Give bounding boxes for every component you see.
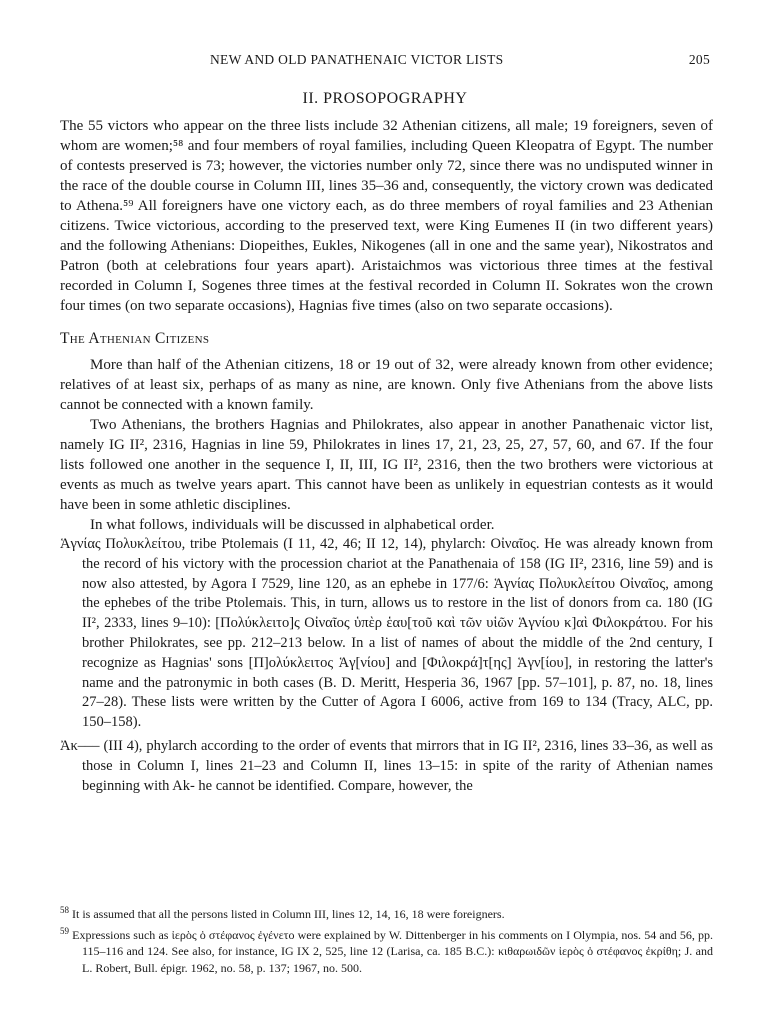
body-paragraph: Two Athenians, the brothers Hagnias and Philokrates, also appear in another Panathenaic victor list, namely IG II², 2316, Hagnias in line 59, Philokrates in lines 17, 21, 23, 25, 27, 57, 60, and 67. If the four lists followed one another in the sequence I, II, III, IG II², 2316, then the two brothers were victorious at events as much as twelve years apart. This cannot have been as unlikely in equestrian contests as it would have been in some athletic disciplines. bbox=[60, 417, 713, 513]
body-paragraph: More than half of the Athenian citizens, 18 or 19 out of 32, were already known from other evidence; relatives of at least six, perhaps of as many as nine, are known. Only five Athenians from the above lists cannot be connected with a known family. bbox=[60, 357, 713, 413]
subsection-title: The Athenian Citizens bbox=[60, 330, 210, 347]
intro-paragraph: The 55 victors who appear on the three lists include 32 Athenian citizens, all male; 19 foreigners, seven of whom are women;⁵⁸ and four members of royal families, including Queen Kleopatra of Egypt. The number of contests preserved is 73; however, the victories number only 72, since there was no undisputed winner in the race of the double course in Column III, lines 35–36 and, consequently, the victory crown was dedicated to Athena.⁵⁹ All foreigners have one victory each, as do three members of royal families and 23 Athenian citizens. Twice victorious, according to the preserved text, were King Eumenes II (in two different years) and the following Athenians: Diopeithes, Eukles, Nikogenes (all in one and the same year), Nikostratos and Patron (both at celebrations four years apart). Aristaichmos was victorious three times at the festival recorded in Column I, Sogenes three times at the festival recorded in Column II. Sokrates won the crown four times (on two separate occasions), Hagnias five times (also on two separate occasions). bbox=[60, 118, 713, 314]
footnote-number: 58 bbox=[60, 905, 69, 915]
footnote-text: It is assumed that all the persons listed in Column III, lines 12, 14, 16, 18 were foreigners. bbox=[72, 907, 505, 921]
main-text bbox=[60, 116, 713, 796]
running-header bbox=[60, 52, 710, 70]
running-title: NEW AND OLD PANATHENAIC VICTOR LISTS bbox=[210, 52, 504, 67]
body-paragraph: In what follows, individuals will be discussed in alphabetical order. bbox=[90, 517, 495, 533]
prosopography-entry-hagnias: Ἁγνίας Πολυκλείτου, tribe Ptolemais (I 11, 42, 46; II 12, 14), phylarch: Οἰναῖος. He was already known from the record of his victory with the procession chariot at the Panathenaia of 158 (IG II², 2316, line 59) and is now also attested, by Agora I 7529, line 120, as an ephebe in 177/6: Ἁγνίας Πολυκλείτου Οἰναῖος, among the ephebes of the tribe Ptolemais. This, in turn, allows us to restore in the list of donors from ca. 180 (IG II², 2333, lines 9–10): [Πολύκλειτο]ς Οἰναῖος ὑπὲρ ἑαυ[τοῦ καὶ τῶν υἱῶν Ἁγνίου κ]αὶ Φιλοκράτου. For his brother Philokrates, see pp. 212–213 below. In a list of names of about the middle of the 2nd century, I recognize as Hagnias' sons [Π]ολύκλειτος Ἁγ[νίου] and [Φιλοκρά]τ[ης] Ἁγν[ίου], in restoring the latter's name and the patronymic in both cases (B. D. Meritt, Hesperia 36, 1967 [pp. 57–101], p. 87, no. 18, lines 27–28). These lists were written by the Cutter of Agora I 6006, active from 169 to 134 (Tracy, ALC, pp. 150–158). bbox=[60, 536, 713, 731]
footnote-59 bbox=[60, 923, 713, 977]
footnotes bbox=[60, 902, 713, 976]
footnote-58 bbox=[60, 902, 713, 923]
footnote-text: Expressions such as ἱερὸς ὁ στέφανος ἐγένετο were explained by W. Dittenberger in his comments on I Olympia, nos. 54 and 56, pp. 115–116 and 124. See also, for instance, IG IX 2, 525, line 12 (Larisa, ca. 185 B.C.): κιθαρωιδῶν ἱερὸς ὁ στέφανος ἐκρίθη; J. and L. Robert, Bull. épigr. 1962, no. 58, p. 137; 1967, no. 500. bbox=[72, 927, 713, 975]
prosopography-entry-ak: Ἀκ––– (III 4), phylarch according to the order of events that mirrors that in IG II², 2316, lines 33–36, as well as those in Column I, lines 21–23 and Column II, lines 13–15: in spite of the rarity of Athenian names beginning with Ak- he cannot be identified. Compare, however, the bbox=[60, 737, 713, 794]
page-number: 205 bbox=[688, 52, 710, 67]
section-title: II. PROSOPOGRAPHY bbox=[302, 90, 468, 107]
footnote-number: 59 bbox=[60, 925, 69, 936]
